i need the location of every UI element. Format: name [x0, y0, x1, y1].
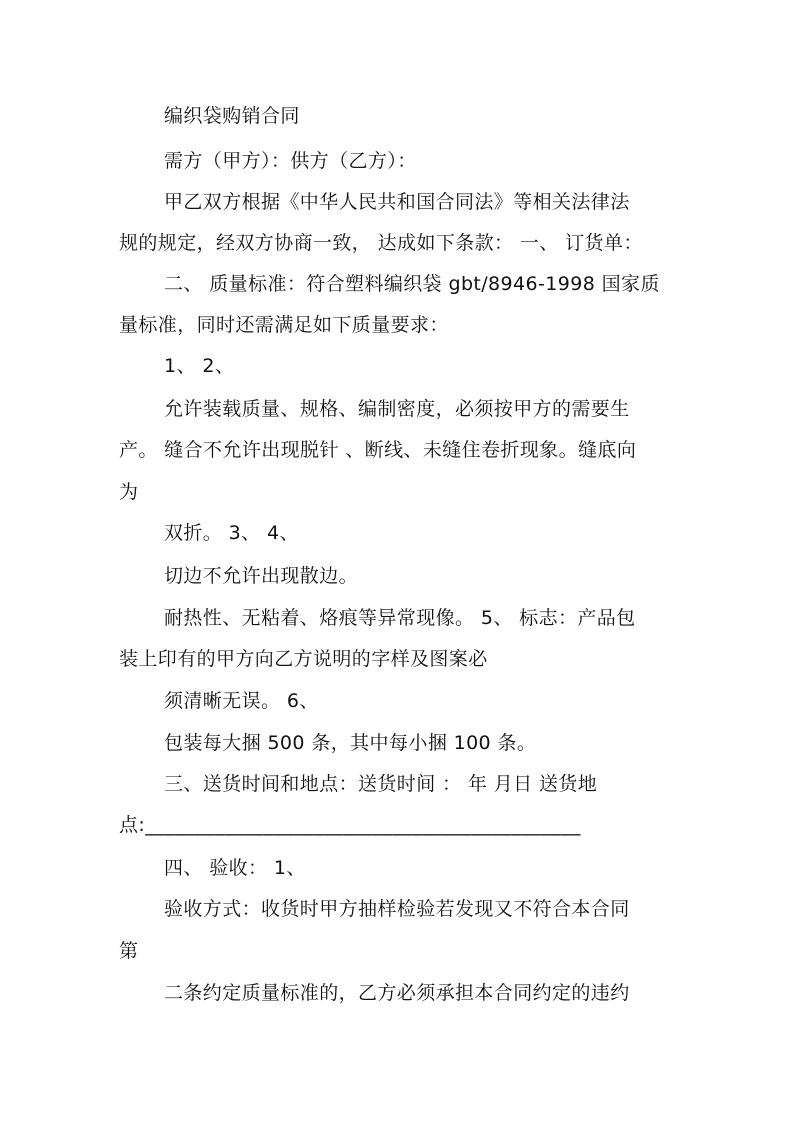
paragraph-line: 量标准，同时还需满足如下质量要求： [119, 314, 449, 336]
paragraph-line: 四、 验收： 1、 [164, 857, 306, 879]
paragraph-line: 产。 缝合不允许出现脱针 、断线、未缝住卷折现象。缝底向 [119, 439, 637, 461]
paragraph-line: 包装每大捆 500 条，其中每小捆 100 条。 [164, 732, 537, 754]
paragraph-line: 二、 质量标准：符合塑料编织袋 gbt/8946-1998 国家质 [164, 273, 660, 295]
paragraph-line: 允许装载质量、规格、编制密度，必须按甲方的需要生 [164, 398, 630, 420]
delivery-location-blank: 点:____________________________________________ [119, 814, 581, 836]
paragraph-line: 耐热性、无粘着、烙痕等异常现像。 5、 标志：产品包 [164, 607, 636, 629]
paragraph-line: 验收方式：收货时甲方抽样检验若发现又不符合本合同 [164, 898, 630, 920]
paragraph-line: 第 [119, 940, 139, 962]
document-title: 编织袋购销合同 [164, 105, 300, 127]
paragraph-line: 三、送货时间和地点：送货时间 ： 年 月日 送货地 [164, 773, 598, 795]
paragraph-line: 1、 2、 [164, 355, 235, 377]
paragraph-line: 装上印有的甲方向乙方说明的字样及图案必 [119, 648, 488, 670]
paragraph-line: 二条约定质量标准的，乙方必须承担本合同约定的违约 [164, 982, 630, 1004]
paragraph-line: 规的规定，经双方协商一致， 达成如下条款： 一、 订货单： [119, 232, 643, 254]
parties-line: 需方（甲方）：供方（乙方）： [164, 150, 417, 172]
paragraph-line: 甲乙双方根据《中华人民共和国合同法》等相关法律法 [164, 191, 630, 213]
paragraph-line: 为 [119, 481, 139, 503]
paragraph-line: 双折。 3、 4、 [164, 522, 299, 544]
paragraph-line: 切边不允许出现散边。 [164, 565, 359, 587]
paragraph-line: 须清晰无误。 6、 [164, 690, 319, 712]
